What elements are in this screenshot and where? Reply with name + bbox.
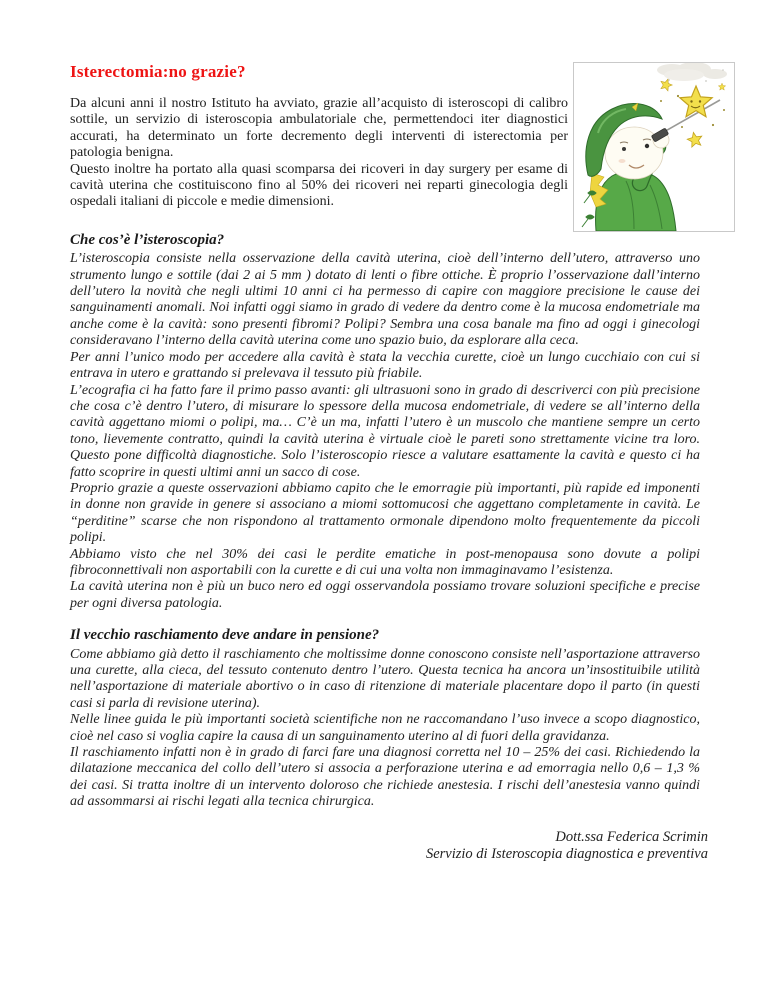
section-paragraph: Abbiamo visto che nel 30% dei casi le perdite ematiche in post-menopausa sono dovute a polipi fibroconnettivali non asportabili con la curette e di cui una volta non immaginavamo l’esistenza. [70,546,700,578]
right-eye [645,144,649,148]
signature-service: Servizio di Isteroscopia diagnostica e preventiva [425,845,708,862]
section-isteroscopia [70,232,700,612]
section-paragraph: L’isteroscopia consiste nella osservazione della cavità uterina, cioè dell’interno dell’utero, attraverso uno strumento lungo e sottile (dai 2 ai 5 mm ) dotato di lenti o fibre ottiche. È proprio l’osservazione dall’interno dell’utero la novità che negli ultimi 10 anni ci ha permesso di capire con maggiore precisione le cause dei sanguinamenti anomali. Noi infatti oggi siamo in grado di vedere da dentro come è la mucosa endometriale ma anche come è la cavità: sono presenti fibromi? Polipi? Sembra una cosa banale ma fino ad oggi i ginecologi consideravano l’interno della cavità uterina come uno spazio buio, da esplorare alla ceca. [70,251,700,349]
section-paragraph: Proprio grazie a queste osservazioni abbiamo capito che le emorragie più importanti, più rapide ed imponenti in donne non gravide in genere si associano a miomi sottomucosi che aggettano completamente in cavità. Le “perditine” scarse che non rispondono al trattamento ormonale dipendono molto frequentemente da piccoli polipi. [70,480,700,546]
section-paragraph: Come abbiamo già detto il raschiamento che moltissime donne conoscono consiste nell’asportazione attraverso una curette, alla cieca, del tessuto contenuto dentro l’utero. Questa tecnica ha ancora un’insostituibile utilità nell’asportazione di materiale abortivo o in caso di ritenzione di materiale placentare dopo il parto (in questi casi si parla di revisione uterina). [70,646,700,711]
section-paragraph: Nelle linee guida le più importanti società scientifiche non ne raccomandano l’uso invece a scopo diagnostico, cioè nel caso si voglia capire la causa di un sanguinamento uterino al di fuori della gravidanza. [70,712,700,744]
intro-paragraphs [70,96,568,211]
section-heading-isteroscopia: Che cos’è l’isteroscopia? [70,231,225,248]
intro-paragraph-1: Da alcuni anni il nostro Istituto ha avviato, grazie all’acquisto di isteroscopi di calibro sottile, un servizio di isteroscopia ambulatoriale che, permettendoci iter diagnostici accurati, ha determinato un forte decremento degli interventi di isterectomia per patologia benigna. [70,96,568,161]
section-paragraph: Per anni l’unico modo per accedere alla cavità è stata la vecchia curette, cioè un lungo cucchiaio con cui si entrava in utero e grattando si prelevava il tessuto più friabile. [70,349,700,382]
section-paragraph: L’ecografia ci ha fatto fare il primo passo avanti: gli ultrasuoni sono in grado di descriverci con più precisione che cosa c’è dentro l’utero, di misurare lo spessore della mucosa endometriale, di vedere se all’interno della cavità aggettano miomi o polipi, ma… C’è un ma, infatti l’utero è un muscolo che mantiene sempre un certo tono, lievemente contratto, quindi la cavità uterina è virtuale cioè le pareti sono strettamente vicine tra loro. Questo pone difficoltà diagnostiche. Solo l’isteroscopio riesce a valutare esattamente la cavità e questo ci ha fatto scoprire in questi ultimi anni un sacco di cose. [70,382,700,480]
big-star-icon [680,86,712,117]
signature-block [70,829,708,863]
section-paragraph: La cavità uterina non è più un buco nero ed oggi osservandola possiamo trovare soluzioni specifiche e precise per ogni diversa patologia. [70,579,700,611]
child-spyglass-stars-illustration [573,62,735,232]
illustration-svg [574,63,734,231]
left-eye [622,147,626,151]
small-star-icon [686,131,703,148]
article-title: Isterectomia:no grazie? [70,62,246,81]
cloud-shape [657,63,727,82]
tiny-star-icon [718,83,725,90]
signature-author: Dott.ssa Federica Scrimin [555,828,708,845]
section-paragraph: Il raschiamento infatti non è in grado di farci fare una diagnosi corretta nel 10 – 25% dei casi. Richiedendo la dilatazione meccanica del collo dell’utero si associa a perforazione uterina e ad emorragia nello 0,6 – 1,3 % dei casi. Si tratta inoltre di un intervento doloroso che richiede anestesia. I rischi dell’anestesia vanno quindi ad assommarsi ai rischi legati alla tecnica chirurgica. [70,745,700,810]
section-heading-raschiamento: Il vecchio raschiamento deve andare in pensione? [70,627,380,644]
intro-paragraph-2: Questo inoltre ha portato alla quasi scomparsa dei ricoveri in day surgery per esame di cavità uterina che costituiscono fino al 50% dei ricoveri nei reparti ginecologia degli ospedali italiani di piccole e medie dimensioni. [70,161,568,210]
green-robed-character [582,103,676,231]
section-raschiamento [70,627,700,810]
